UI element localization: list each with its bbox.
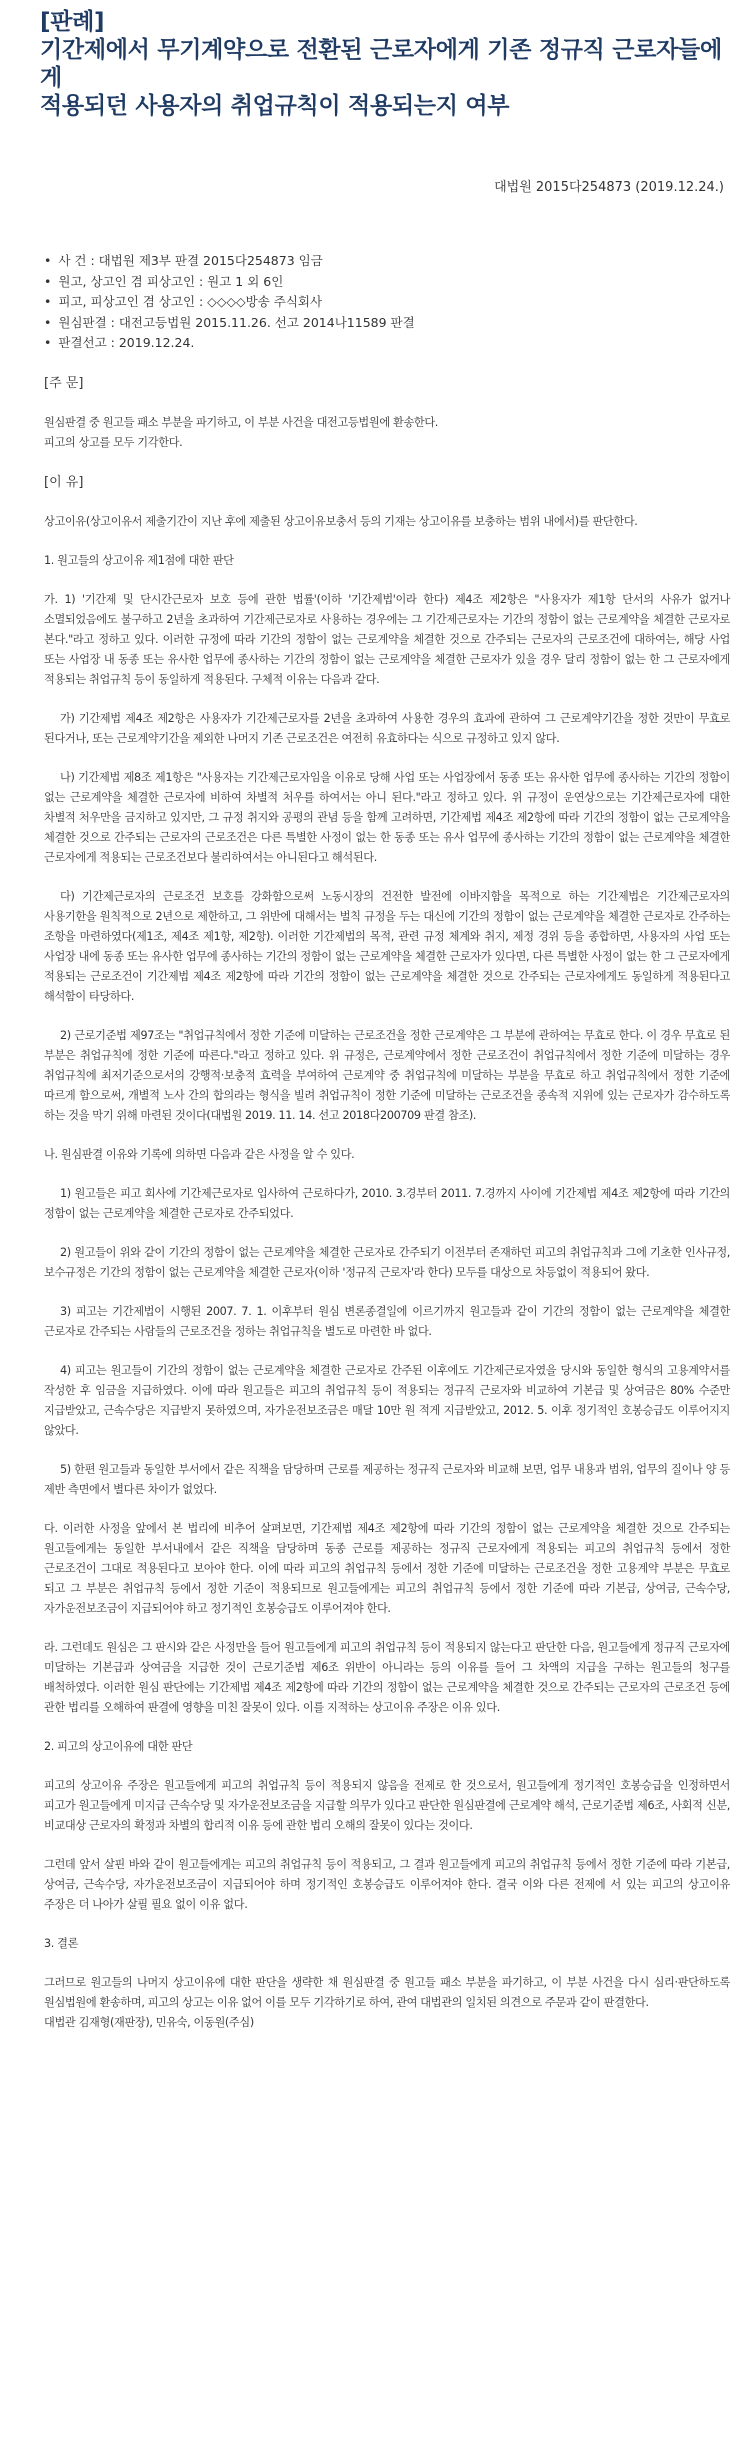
section-2-paragraph-2: 그런데 앞서 살핀 바와 같이 원고들에게는 피고의 취업규칙 등이 적용되고, 그 결과 원고들에게 피고의 취업규칙 등에서 정한 기준에 따라 기본급, 상여금, 근속수당, 자가운전보조금이 지급되어야 하며 정기적인 호봉승급도 이루어져야 한다. 결국 이와 다른 전제에 서 있는 피고의 상고이유 주장은 더 나아가 살필 필요 없이 이유 없다. [44,1857,730,1911]
paragraph-ra: 라. 그런데도 원심은 그 판시와 같은 사정만을 들어 원고들에게 피고의 취업규칙 등이 적용되지 않는다고 판단한 다음, 원고들에게 정규직 근로자에 미달하는 기본급과 상여금을 지급한 것이 근로기준법 제6조 위반이 아니라는 등의 이유를 들어 그 차액의 지급을 구하는 원고들의 청구를 배척하였다. 이러한 원심 판단에는 기간제법 제4조 제2항에 따라 기간의 정함이 없는 근로계약을 체결한 것으로 간주되는 근로자의 근로조건 등에 관한 법리를 오해하여 판결에 영향을 미친 잘못이 있다. 이를 지적하는 상고이유 주장은 이유 있다. [44,1640,730,1714]
paragraph-ga-1: 가. 1) '기간제 및 단시간근로자 보호 등에 관한 법률'(이하 '기간제법'이라 한다) 제4조 제2항은 "사용자가 제1항 단서의 사유가 없거나 소멸되었음에도 불구하고 2년을 초과하여 기간제근로자로 사용하는 경우에는 그 기간제근로자는 기간의 정함이 없는 근로계약을 체결한 근로자로 본다."라고 정하고 있다. 이러한 규정에 따라 기간의 정함이 없는 근로계약을 체결한 것으로 간주되는 근로자의 근로조건에 대하여는, 해당 사업 또는 사업장 내 동종 또는 유사한 업무에 종사하는 기간의 정함이 없는 근로계약을 체결한 근로자가 있을 경우 달리 정함이 없는 한 그 근로자에게 적용되는 취업규칙 등이 동일하게 적용된다. 구체적 이유는 다음과 같다. [44,592,730,686]
paragraph-na-5: 5) 한편 원고들과 동일한 부서에서 같은 직책을 담당하며 근로를 제공하는 정규직 근로자와 비교해 보면, 업무 내용과 범위, 업무의 질이나 양 등 제반 측면에서 별다른 차이가 없었다. [44,1462,730,1496]
meta-ruling-date: • 판결선고 : 2019.12.24. [44,333,730,354]
case-reference: 대법원 2015다254873 (2019.12.24.) [494,180,724,195]
document-title [40,8,730,120]
paragraph-na-1: 1) 원고들은 피고 회사에 기간제근로자로 입사하여 근로하다가, 2010. 3.경부터 2011. 7.경까지 사이에 기간제법 제4조 제2항에 따라 기간의 정함이 없는 근로계약을 체결한 근로자로 간주되었다. [44,1186,730,1220]
meta-defendant: • 피고, 피상고인 겸 상고인 : ◇◇◇◇방송 주식회사 [44,292,730,313]
paragraph-na-4: 4) 피고는 원고들이 기간의 정함이 없는 근로계약을 체결한 근로자로 간주된 이후에도 기간제근로자였을 당시와 동일한 형식의 고용계약서를 작성한 후 임금을 지급하였다. 이에 따라 원고들은 피고의 취업규칙 등이 적용되는 정규직 근로자와 비교하여 기본급 및 상여금은 80% 수준만 지급받았고, 근속수당은 지급받지 못하였으며, 자가운전보조금은 매달 10만 원 적게 지급받았고, 2012. 5. 이후 정기적인 호봉승급도 이루어지지 않았다. [44,1363,730,1437]
paragraph-da: 다. 이러한 사정을 앞에서 본 법리에 비추어 살펴보면, 기간제법 제4조 제2항에 따라 기간의 정함이 없는 근로계약을 체결한 것으로 간주되는 원고들에게는 동일한 부서내에서 같은 직책을 담당하며 동종 근로를 제공하는 정규직 근로자에게 적용되는 피고의 취업규칙 등에서 정한 근로조건이 그대로 적용된다고 보아야 한다. 이에 따라 피고의 취업규칙 등에서 정한 기준에 미달하는 근로조건을 정한 고용계약 부분은 무효로 되고 그 부분은 취업규칙 등에서 정한 기준이 적용되므로 원고들에게는 피고의 취업규칙 등에서 정한 기준에 따라 기본급, 상여금, 근속수당, 자가운전보조금이 지급되어야 하고 정기적인 호봉승급도 이루어져야 한다. [44,1521,730,1615]
paragraph-ga-a: 가) 기간제법 제4조 제2항은 사용자가 기간제근로자를 2년을 초과하여 사용한 경우의 효과에 관하여 그 근로계약기간을 정한 것만이 무효로 된다거나, 또는 근로계약기간을 제외한 나머지 기존 근로조건은 여전히 유효하다는 식으로 규정하고 있지 않다. [44,711,730,745]
order-line-2: 피고의 상고를 모두 기각한다. [44,435,183,449]
title-line-2: 적용되던 사용자의 취업규칙이 적용되는지 여부 [40,93,510,119]
section-3-paragraph-1: 그러므로 원고들의 나머지 상고이유에 대한 판단을 생략한 채 원심판결 중 원고들 패소 부분을 파기하고, 이 부분 사건을 다시 심리·판단하도록 원심법원에 환송하며, 피고의 상고는 이유 없어 이를 모두 기각하기로 하여, 관여 대법관의 일치된 의견으로 주문과 같이 판결한다. [44,1975,730,2009]
reasons-heading: [이 유] [44,474,84,490]
section-2-paragraph-1: 피고의 상고이유 주장은 원고들에게 피고의 취업규칙 등이 적용되지 않음을 전제로 한 것으로서, 원고들에게 정기적인 호봉승급을 인정하면서 피고가 원고들에게 미지급 근속수당 및 자가운전보조금을 지급할 의무가 있다고 판단한 원심판결에 근로계약 해석, 근로기준법 제6조, 사회적 신분, 비교대상 근로자의 확정과 차별의 합리적 이유 등에 관한 법리 오해의 잘못이 있다는 것이다. [44,1778,730,1832]
order-line-1: 원심판결 중 원고들 패소 부분을 파기하고, 이 부분 사건을 대전고등법원에 환송한다. [44,415,439,429]
paragraph-na-3: 3) 피고는 기간제법이 시행된 2007. 7. 1. 이후부터 원심 변론종결일에 이르기까지 원고들과 같이 기간의 정함이 없는 근로계약을 체결한 근로자로 간주되는 사람들의 근로조건을 정하는 취업규칙을 별도로 마련한 바 없다. [44,1304,730,1338]
order-heading: [주 문] [44,375,84,391]
section-1-title: 1. 원고들의 상고이유 제1점에 대한 판단 [44,553,234,567]
title-label: [판례] [40,9,105,35]
title-line-1: 기간제에서 무기계약으로 전환된 근로자에게 기존 정규직 근로자들에게 [40,37,722,91]
paragraph-ga-b: 나) 기간제법 제8조 제1항은 "사용자는 기간제근로자임을 이유로 당해 사업 또는 사업장에서 동종 또는 유사한 업무에 종사하는 기간의 정함이 없는 근로계약을 체결한 근로자에 비하여 차별적 처우를 하여서는 아니 된다."라고 정하고 있다. 위 규정이 운연상으로는 기간제근로자에 대한 차별적 처우만을 금지하고 있지만, 그 규정 취지와 공평의 관념 등을 함께 고려하면, 기간제법 제4조 제2항에 따라 기간의 정함이 없는 근로계약을 체결한 것으로 간주되는 근로자의 근로조건은 다른 특별한 사정이 없는 한 동종 또는 유사 업무에 종사하는 기간의 정함이 없는 근로계약을 체결한 근로자에게 적용되는 근로조건보다 불리하여서는 아니된다고 해석된다. [44,770,730,864]
section-3-title: 3. 결론 [44,1936,79,1950]
meta-case: • 사 건 : 대법원 제3부 판결 2015다254873 임금 [44,251,730,272]
paragraph-ga-c: 다) 기간제근로자의 근로조건 보호를 강화함으로써 노동시장의 건전한 발전에 이바지함을 목적으로 하는 기간제법은 기간제근로자의 사용기한을 원칙적으로 2년으로 제한하고, 그 위반에 대해서는 벌칙 규정을 두는 대신에 기간의 정함이 없는 근로계약을 체결한 근로자로 간주하는 조항을 마련하였다(제1조, 제4조 제1항, 제2항). 이러한 기간제법의 목적, 관련 규정 체계와 취지, 제정 경위 등을 종합하면, 사용자의 사업 또는 사업장 내에 동종 또는 유사한 업무에 종사하는 기간의 정함이 없는 근로계약을 체결한 근로자가 있다면, 다른 특별한 사정이 없는 한 그 근로자에게 적용되는 근로조건이 기간제법 제4조 제2항에 따라 기간의 정함이 없는 근로계약을 체결한 것으로 간주되는 근로자에게도 동일하게 적용된다고 해석함이 타당하다. [44,889,730,1003]
case-meta-list [44,251,730,354]
paragraph-na: 나. 원심판결 이유와 기록에 의하면 다음과 같은 사정을 알 수 있다. [44,1147,355,1161]
meta-lower-judgment: • 원심판결 : 대전고등법원 2015.11.26. 선고 2014나11589 판결 [44,313,730,334]
reasons-intro: 상고이유(상고이유서 제출기간이 지난 후에 제출된 상고이유보충서 등의 기재는 상고이유를 보충하는 범위 내에서)를 판단한다. [44,514,638,528]
section-2-title: 2. 피고의 상고이유에 대한 판단 [44,1739,193,1753]
meta-plaintiff: • 원고, 상고인 겸 피상고인 : 원고 1 외 6인 [44,272,730,293]
paragraph-ga-2: 2) 근로기준법 제97조는 "취업규칙에서 정한 기준에 미달하는 근로조건을 정한 근로계약은 그 부분에 관하여는 무효로 한다. 이 경우 무효로 된 부분은 취업규칙에 정한 기준에 따른다."라고 정하고 있다. 위 규정은, 근로계약에서 정한 근로조건이 취업규칙에서 정한 기준에 미달하는 경우 취업규칙에 최저기준으로서의 강행적·보충적 효력을 부여하여 근로계약 중 취업규칙에 미달하는 부분을 무효로 하고 취업규칙에서 정한 기준에 따르게 함으로써, 개별적 노사 간의 합의라는 형식을 빌려 취업규칙이 정한 기준에 미달하는 근로조건을 종속적 지위에 있는 근로자가 감수하도록 하는 것을 막기 위해 마련된 것이다(대법원 2019. 11. 14. 선고 2018다200709 판결 참조). [44,1028,730,1122]
paragraph-na-2: 2) 원고들이 위와 같이 기간의 정함이 없는 근로계약을 체결한 근로자로 간주되기 이전부터 존재하던 피고의 취업규칙과 그에 기초한 인사규정, 보수규정은 기간의 정함이 없는 근로계약을 체결한 근로자(이하 '정규직 근로자'라 한다) 모두를 대상으로 차등없이 적용되어 왔다. [44,1245,730,1279]
justices-signature: 대법관 김재형(재판장), 민유숙, 이동원(주심) [44,2015,254,2029]
